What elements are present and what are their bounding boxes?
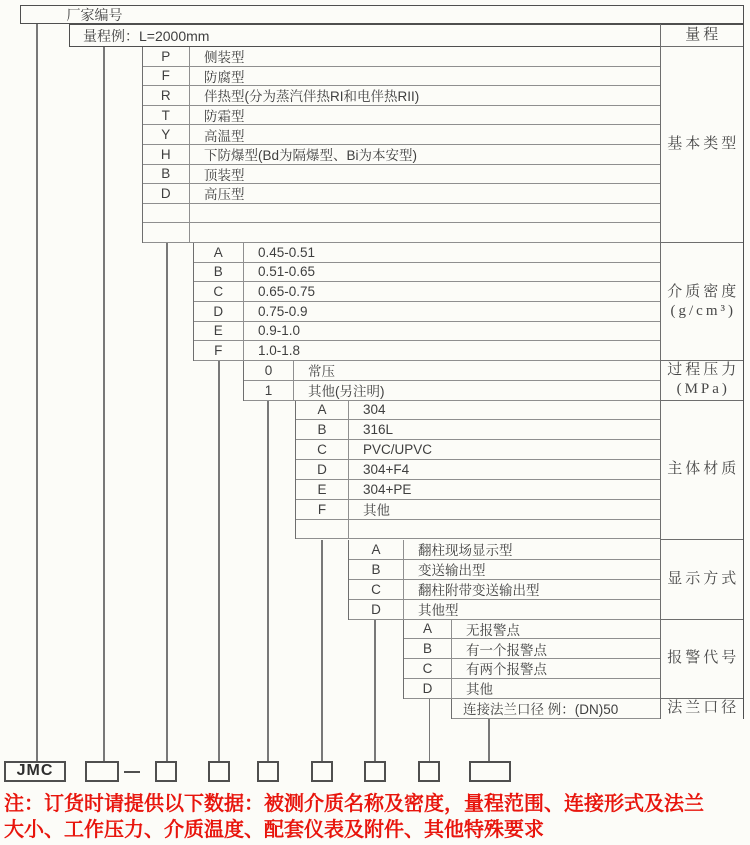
category-label-alarm (661, 620, 743, 699)
category-label-text: 法兰口径 (667, 700, 740, 717)
category-label-text: (g/cm³) (670, 302, 736, 319)
category-label-density (661, 243, 743, 361)
code-box (311, 761, 333, 782)
dash-separator (124, 771, 140, 773)
table-row (194, 282, 661, 302)
table-row (404, 679, 660, 699)
code-cell: D (194, 302, 245, 321)
connector-line (166, 243, 168, 761)
table-row (404, 620, 660, 640)
desc-cell: 常压 (308, 364, 335, 380)
code-cell: C (296, 440, 349, 459)
factory-number-label: 厂家编号 (66, 6, 123, 23)
code-cell: H (143, 145, 191, 164)
code-box (364, 761, 386, 782)
desc-cell: 翻柱现场显示型 (418, 543, 513, 558)
category-label-text: 显示方式 (667, 570, 740, 587)
order-note-line: 大小、工作压力、介质温度、配套仪表及附件、其他特殊要求 (4, 819, 544, 841)
table-row (296, 500, 660, 520)
desc-cell: 防腐型 (204, 69, 245, 85)
desc-cell (190, 223, 660, 242)
desc-cell: 其他 (363, 503, 390, 519)
table-row (143, 67, 661, 87)
desc-cell: 有一个报警点 (466, 642, 547, 658)
table-row (143, 47, 661, 67)
code-cell: F (143, 67, 191, 86)
table-row (349, 580, 660, 600)
section-basic-type (142, 47, 661, 243)
desc-cell: 防霜型 (204, 109, 245, 125)
code-box (418, 761, 440, 782)
code-cell: C (349, 580, 404, 599)
connector-line (374, 620, 376, 762)
table-row (244, 381, 660, 401)
table-row (296, 460, 660, 480)
connector-line (218, 361, 220, 761)
desc-cell: 顶装型 (204, 167, 245, 183)
code-cell: D (349, 600, 404, 619)
table-row (143, 184, 661, 204)
table-row (296, 440, 660, 460)
code-cell (143, 204, 191, 223)
code-cell: D (143, 184, 191, 203)
desc-cell (349, 520, 660, 539)
range-example-box (69, 24, 744, 47)
code-cell: 0 (244, 361, 294, 380)
code-box (257, 761, 279, 782)
table-row (194, 302, 661, 322)
table-row (143, 223, 661, 243)
section-material (295, 401, 660, 540)
desc-cell: 304 (363, 402, 386, 418)
desc-cell: 304+F4 (363, 461, 410, 477)
category-label-text: 过程压力 (667, 362, 740, 379)
table-row (296, 420, 660, 440)
desc-cell: 高温型 (204, 128, 245, 144)
code-cell: B (194, 263, 245, 282)
code-cell: C (404, 659, 452, 678)
code-cell: F (296, 500, 349, 519)
category-label-flange (661, 699, 743, 720)
table-row (143, 165, 661, 185)
desc-cell: 1.0-1.8 (258, 343, 301, 359)
section-flange (451, 699, 660, 720)
code-box (85, 761, 119, 782)
desc-cell: 0.51-0.65 (258, 264, 316, 280)
desc-cell: 翻柱附带变送输出型 (418, 583, 540, 598)
category-label-range (661, 24, 743, 47)
connector-line (36, 24, 38, 761)
desc-cell: 0.75-0.9 (258, 303, 308, 319)
code-cell: 1 (244, 381, 294, 400)
category-label-text: (MPa) (676, 381, 730, 398)
code-cell: D (296, 460, 349, 479)
table-row (194, 243, 661, 263)
table-row (349, 600, 660, 620)
table-row (452, 699, 660, 720)
table-row (143, 106, 661, 126)
category-label-text: 主体材质 (667, 461, 740, 477)
table-row (143, 204, 661, 224)
connector-line (103, 47, 105, 761)
desc-cell: 其他 (466, 682, 493, 698)
table-row (244, 361, 660, 381)
table-row (296, 480, 660, 500)
factory-number-box (20, 5, 744, 24)
code-cell: Y (143, 125, 191, 144)
table-row (143, 86, 661, 106)
code-cell: B (296, 420, 349, 439)
code-cell: E (296, 480, 349, 499)
desc-cell: 其他(另注明) (308, 384, 385, 400)
model-prefix-box (4, 761, 66, 782)
table-row (143, 145, 661, 165)
model-prefix-label: JMC (16, 762, 54, 779)
category-label-pressure (661, 361, 743, 401)
code-cell: A (194, 243, 245, 262)
code-box (469, 761, 511, 782)
section-density (193, 243, 661, 361)
code-cell: F (194, 341, 245, 360)
table-row (404, 639, 660, 659)
order-note (4, 791, 750, 843)
category-label-text: 报警代号 (667, 650, 740, 666)
code-cell: C (194, 282, 245, 301)
category-label-text: 量程 (685, 26, 722, 43)
table-row (194, 322, 661, 342)
desc-cell: 0.9-1.0 (258, 323, 301, 339)
code-cell: B (349, 560, 404, 579)
code-box (155, 761, 177, 782)
code-cell: D (404, 679, 452, 698)
code-box (208, 761, 230, 782)
table-row (296, 401, 660, 421)
table-row (143, 125, 661, 145)
code-cell: B (143, 165, 191, 184)
category-label-material (661, 401, 743, 540)
table-row (194, 263, 661, 283)
desc-cell: 连接法兰口径 例：(DN)50 (463, 702, 619, 718)
section-pressure (243, 361, 660, 401)
desc-cell: 有两个报警点 (466, 662, 547, 678)
category-label-display (661, 540, 743, 620)
desc-cell: 下防爆型(Bd为隔爆型、Bi为本安型) (204, 148, 418, 164)
desc-cell: 316L (363, 422, 394, 438)
table-row (349, 540, 660, 560)
code-cell: A (349, 540, 404, 559)
table-row (404, 659, 660, 679)
desc-cell: 高压型 (204, 187, 245, 203)
desc-cell: PVC/UPVC (363, 442, 433, 458)
code-cell (143, 223, 191, 242)
code-cell: R (143, 86, 191, 105)
desc-cell: 其他型 (418, 603, 459, 618)
table-row (349, 560, 660, 580)
connector-line (429, 699, 431, 762)
code-cell: E (194, 322, 245, 341)
code-cell: T (143, 106, 191, 125)
desc-cell: 伴热型(分为蒸汽伴热RI和电伴热RII) (204, 89, 420, 105)
connector-line (321, 540, 323, 762)
code-cell (296, 520, 349, 539)
code-cell: P (143, 47, 191, 66)
desc-cell: 变送输出型 (418, 563, 486, 578)
desc-cell (190, 204, 660, 223)
desc-cell: 侧装型 (204, 50, 245, 66)
table-row (194, 341, 661, 361)
desc-cell: 0.45-0.51 (258, 244, 316, 260)
category-label-text: 基本类型 (667, 136, 740, 152)
code-cell: B (404, 639, 452, 658)
category-label-text: 介质密度 (667, 283, 740, 300)
connector-line (488, 719, 490, 761)
code-cell: A (404, 620, 452, 639)
order-note-line: 注：订货时请提供以下数据：被测介质名称及密度，量程范围、连接形式及法兰 (4, 793, 704, 815)
category-label-basic-type (661, 47, 743, 243)
desc-cell: 无报警点 (466, 622, 520, 638)
range-example-label: 量程例：L=2000mm (83, 27, 210, 44)
desc-cell: 304+PE (363, 481, 412, 497)
code-cell: A (296, 401, 349, 420)
table-row (296, 520, 660, 540)
desc-cell: 0.65-0.75 (258, 284, 316, 300)
category-label-column (660, 24, 744, 719)
section-alarm (403, 620, 660, 699)
section-display (348, 540, 660, 620)
connector-line (267, 401, 269, 762)
